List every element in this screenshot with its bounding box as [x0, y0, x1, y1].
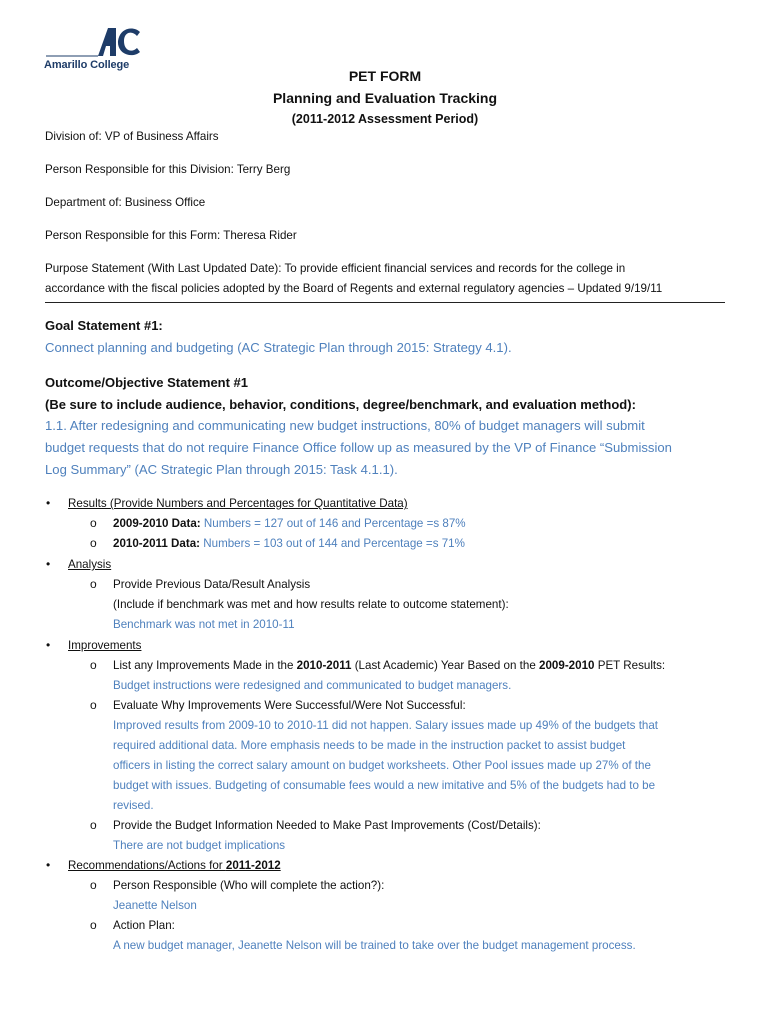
results-2009-value: Numbers = 127 out of 146 and Percentage =s 87% [203, 517, 466, 530]
improvements-item-3: Provide the Budget Information Needed to Make Past Improvements (Cost/Details): [113, 819, 541, 832]
goal-heading: Goal Statement #1: [45, 318, 163, 333]
recommendations-item-2: Action Plan: [113, 919, 175, 932]
recommendations-answer-2: A new budget manager, Jeanette Nelson will be trained to take over the budget management process. [113, 939, 636, 952]
outcome-text-2: budget requests that do not require Finance Office follow up as measured by the VP of Finance “Submission [45, 440, 672, 455]
goal-text: Connect planning and budgeting (AC Strategic Plan through 2015: Strategy 4.1). [45, 340, 512, 355]
sub-bullet-icon: o [90, 577, 97, 591]
improvements-answer-2-line-5: revised. [113, 799, 154, 812]
purpose-line-1: Purpose Statement (With Last Updated Date): To provide efficient financial services and records for the college in [45, 262, 626, 275]
results-label: Results (Provide Numbers and Percentages for Quantitative Data) [68, 497, 408, 510]
logo-college-name: Amarillo College [44, 59, 130, 71]
bullet-icon: • [46, 496, 51, 510]
purpose-line-2: accordance with the fiscal policies adopted by the Board of Regents and external regulatory agencies – Updated 9/19/11 [45, 282, 663, 295]
divider [45, 302, 725, 303]
form-responsible-line: Person Responsible for this Form: Theresa Rider [45, 229, 297, 242]
improvements-answer-2-line-2: required additional data. More emphasis needs to be made in the instruction packet to assist budget [113, 739, 626, 752]
analysis-answer: Benchmark was not met in 2010-11 [113, 618, 295, 631]
recommendations-label: Recommendations/Actions for 2011-2012 [68, 859, 281, 872]
outcome-instruction: (Be sure to include audience, behavior, conditions, degree/benchmark, and evaluation method): [45, 397, 636, 412]
improvements-answer-1: Budget instructions were redesigned and communicated to budget managers. [113, 679, 512, 692]
division-responsible-line: Person Responsible for this Division: Terry Berg [45, 163, 291, 176]
improvements-answer-2-line-3: officers in listing the correct salary amount on budget worksheets. Other Pool issues made up 27% of the [113, 759, 651, 772]
division-line: Division of: VP of Business Affairs [45, 130, 219, 143]
sub-bullet-icon: o [90, 536, 97, 550]
outcome-text-3: Log Summary” (AC Strategic Plan through 2015: Task 4.1.1). [45, 462, 398, 477]
results-2010-label: 2010-2011 Data: [113, 537, 201, 550]
form-title: PET FORM [348, 68, 422, 84]
improvements-item-1: List any Improvements Made in the 2010-2011 (Last Academic) Year Based on the 2009-2010 PET Results: [113, 659, 666, 672]
bullet-icon: • [46, 858, 51, 872]
results-2010-value: Numbers = 103 out of 144 and Percentage =s 71% [203, 537, 465, 550]
sub-bullet-icon: o [90, 658, 97, 672]
recommendations-item-1: Person Responsible (Who will complete the action?): [113, 879, 385, 892]
improvements-answer-2-line-4: budget with issues. Budgeting of consumable fees would a new imitative and 5% of the budgets had to be [113, 779, 656, 792]
analysis-note: (Include if benchmark was met and how results relate to outcome statement): [113, 598, 509, 611]
sub-bullet-icon: o [90, 818, 97, 832]
results-2010-row [113, 537, 465, 550]
bullet-icon: • [46, 638, 51, 652]
department-line: Department of: Business Office [45, 196, 206, 209]
sub-bullet-icon: o [90, 878, 97, 892]
bullet-icon: • [46, 557, 51, 571]
recommendations-answer-1: Jeanette Nelson [113, 899, 197, 912]
improvements-item-2: Evaluate Why Improvements Were Successful/Were Not Successful: [113, 699, 466, 712]
outcome-text-1: 1.1. After redesigning and communicating new budget instructions, 80% of budget managers will submit [45, 418, 645, 433]
sub-bullet-icon: o [90, 516, 97, 530]
analysis-item: Provide Previous Data/Result Analysis [113, 578, 311, 591]
improvements-answer-3: There are not budget implications [113, 839, 286, 852]
sub-bullet-icon: o [90, 698, 97, 712]
form-subtitle: Planning and Evaluation Tracking [272, 90, 498, 106]
improvements-label: Improvements [68, 639, 142, 652]
sub-bullet-icon: o [90, 918, 97, 932]
results-2009-row [113, 517, 466, 530]
outcome-heading: Outcome/Objective Statement #1 [45, 375, 249, 390]
improvements-answer-2-line-1: Improved results from 2009-10 to 2010-11 did not happen. Salary issues made up 49% of the budgets that [113, 719, 659, 732]
assessment-period: (2011-2012 Assessment Period) [291, 112, 479, 126]
analysis-label: Analysis [68, 558, 112, 571]
results-2009-label: 2009-2010 Data: [113, 517, 201, 530]
